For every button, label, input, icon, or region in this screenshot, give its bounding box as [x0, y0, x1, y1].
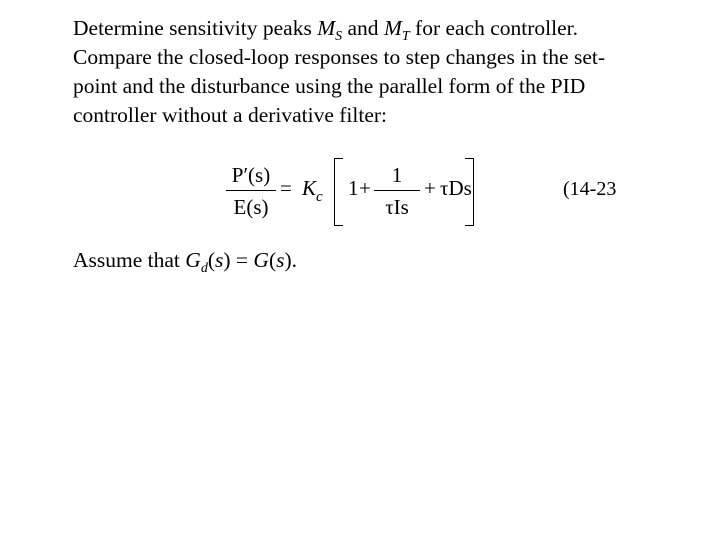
equals-sign: =: [280, 176, 292, 200]
subscript-t: T: [401, 29, 410, 44]
integral-denominator: τIs: [385, 195, 409, 219]
equation-number: (14-23: [563, 178, 617, 200]
paragraph-line-3: point and the disturbance using the parallel form of the PID: [73, 74, 586, 98]
subscript-d: d: [200, 261, 208, 276]
derivative-term: τDs: [440, 176, 472, 200]
paragraph-line-4: controller without a derivative filter:: [73, 103, 388, 127]
symbol-s: s: [214, 248, 224, 272]
gain-subscript: c: [316, 189, 323, 205]
text-fragment: (: [207, 248, 215, 272]
paragraph-line-2: Compare the closed-loop responses to step changes in the set-: [73, 45, 605, 69]
text-fragment: Assume that: [73, 248, 186, 272]
symbol-m: M: [383, 16, 402, 40]
symbol-g: G: [253, 248, 269, 272]
equation-lhs-fraction: [226, 162, 276, 220]
problem-paragraph: [73, 14, 673, 130]
fraction-bar: [374, 190, 420, 191]
plus-sign: +: [359, 176, 371, 200]
symbol-g: G: [185, 248, 201, 272]
text-fragment: and: [342, 16, 384, 40]
integral-numerator: 1: [391, 163, 403, 187]
plus-sign: +: [424, 176, 436, 200]
text-fragment: ).: [284, 248, 298, 272]
controller-gain: [302, 176, 323, 205]
text-fragment: for each controller.: [409, 16, 578, 40]
text-fragment: Determine sensitivity peaks: [73, 16, 318, 40]
integral-fraction: [374, 162, 420, 220]
assumption-line: [73, 246, 297, 275]
left-bracket: [334, 158, 343, 226]
gain-symbol: K: [302, 176, 317, 200]
text-fragment: (: [268, 248, 277, 272]
symbol-s: s: [276, 248, 285, 272]
lhs-numerator: P′(s): [231, 163, 271, 187]
right-bracket: [465, 158, 474, 226]
subscript-s: S: [335, 29, 343, 44]
proportional-term: 1: [348, 176, 359, 200]
paragraph-line-1: [73, 14, 673, 43]
symbol-m: M: [317, 16, 336, 40]
pid-equation: [222, 156, 642, 228]
lhs-denominator: E(s): [233, 195, 269, 219]
fraction-bar: [226, 190, 276, 191]
text-fragment: ) =: [223, 248, 254, 272]
